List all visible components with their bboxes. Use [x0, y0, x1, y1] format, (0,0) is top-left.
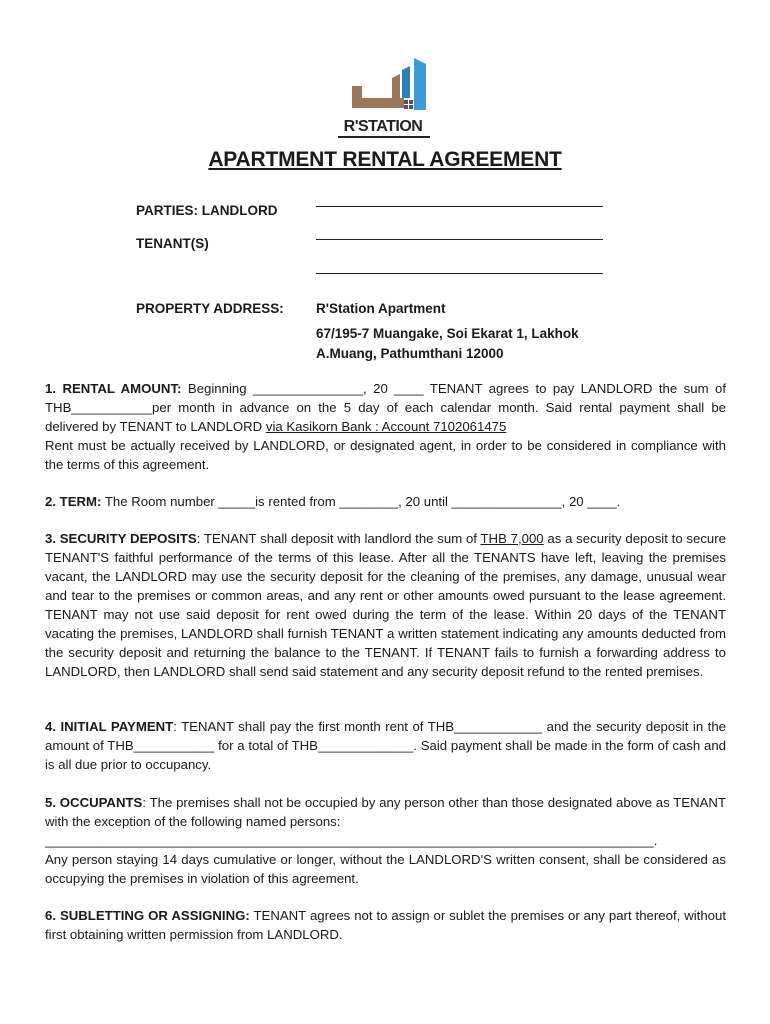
section-heading: 6. SUBLETTING OR ASSIGNING: [45, 908, 250, 923]
section-text: : TENANT shall pay the first month rent of THB____________ and the security deposit in the amount of THB___________ for a total of THB_____________. Said payment shall be made in the form of cash and is all due prior to occupancy. [45, 719, 726, 772]
section-term [45, 492, 726, 511]
rstation-logo [330, 56, 436, 136]
section-text: The Room number _____is rented from ________, 20 until _______________, 20 ____. [101, 494, 621, 509]
section-text: : The premises shall not be occupied by any person other than those designated above as TENANT with the exception of the following named persons: [45, 795, 726, 829]
section-heading: 3. SECURITY DEPOSITS [45, 531, 197, 546]
section-occupants [45, 793, 726, 888]
section-text: Beginning _______________, 20 ____ TENANT agrees to pay LANDLORD the sum of THB___________per month in advance on the 5 day of each calendar month. Said rental payment shall be delivered by TENANT to LANDLORD [45, 381, 726, 434]
occupants-blank-line: ___________________________________________________________________________________. [45, 833, 658, 848]
deposit-amount: THB 7,000 [480, 531, 544, 546]
logo-underline [338, 136, 430, 138]
section-subletting [45, 906, 726, 944]
logo-wordmark: R'STATION [343, 118, 423, 135]
section-text: Rent must be actually received by LANDLORD, or designated agent, in order to be considered in compliance with the terms of this agreement. [45, 438, 726, 472]
address-line-2: 67/195-7 Muangake, Soi Ekarat 1, Lakhok [316, 326, 579, 341]
section-security-deposits [45, 529, 726, 681]
section-heading: 4. INITIAL PAYMENT [45, 719, 174, 734]
landlord-label: PARTIES: LANDLORD [136, 203, 278, 218]
section-rental-amount [45, 379, 726, 474]
building-logo-icon [330, 56, 436, 122]
address-line-1: R'Station Apartment [316, 301, 446, 316]
section-heading: 1. RENTAL AMOUNT: [45, 381, 182, 396]
section-initial-payment [45, 717, 726, 774]
tenant-line-2 [316, 272, 603, 274]
tenants-label: TENANT(S) [136, 236, 209, 251]
document-title: APARTMENT RENTAL AGREEMENT [208, 148, 562, 171]
section-heading: 2. TERM: [45, 494, 102, 509]
section-text: as a security deposit to secure TENANT'S faithful performance of the terms of this lease. After all the TENANTS have left, leaving the premises vacant, the LANDLORD may use the security deposit for the cleaning of the premises, any damage, unusual wear and tear to the premises or common areas, and any rent or other amounts owed pursuant to the lease agreement. TENANT may not use said deposit for rent owed during the term of the lease. Within 20 days of the TENANT vacating the premises, LANDLORD shall furnish TENANT a written statement indicating any amounts deducted from the security deposit and returning the balance to the TENANT. If TENANT fails to furnish a forwarding address to LANDLORD, then LANDLORD shall send said statement and any security deposit refund to the rented premises. [45, 531, 726, 679]
tenant-line-1 [316, 238, 603, 240]
address-line-3: A.Muang, Pathumthani 12000 [316, 346, 504, 361]
section-text: Any person staying 14 days cumulative or longer, without the LANDLORD'S written consent, shall be considered as occupying the premises in violation of this agreement. [45, 852, 726, 886]
section-heading: 5. OCCUPANTS [45, 795, 143, 810]
section-text: : TENANT shall deposit with landlord the sum of [196, 531, 481, 546]
section-text: TENANT agrees not to assign or sublet the premises or any part thereof, without first obtaining written permission from LANDLORD. [45, 908, 726, 942]
property-address-label: PROPERTY ADDRESS: [136, 301, 284, 316]
bank-account: via Kasikorn Bank : Account 7102061475 [265, 419, 507, 434]
landlord-line [316, 205, 603, 207]
